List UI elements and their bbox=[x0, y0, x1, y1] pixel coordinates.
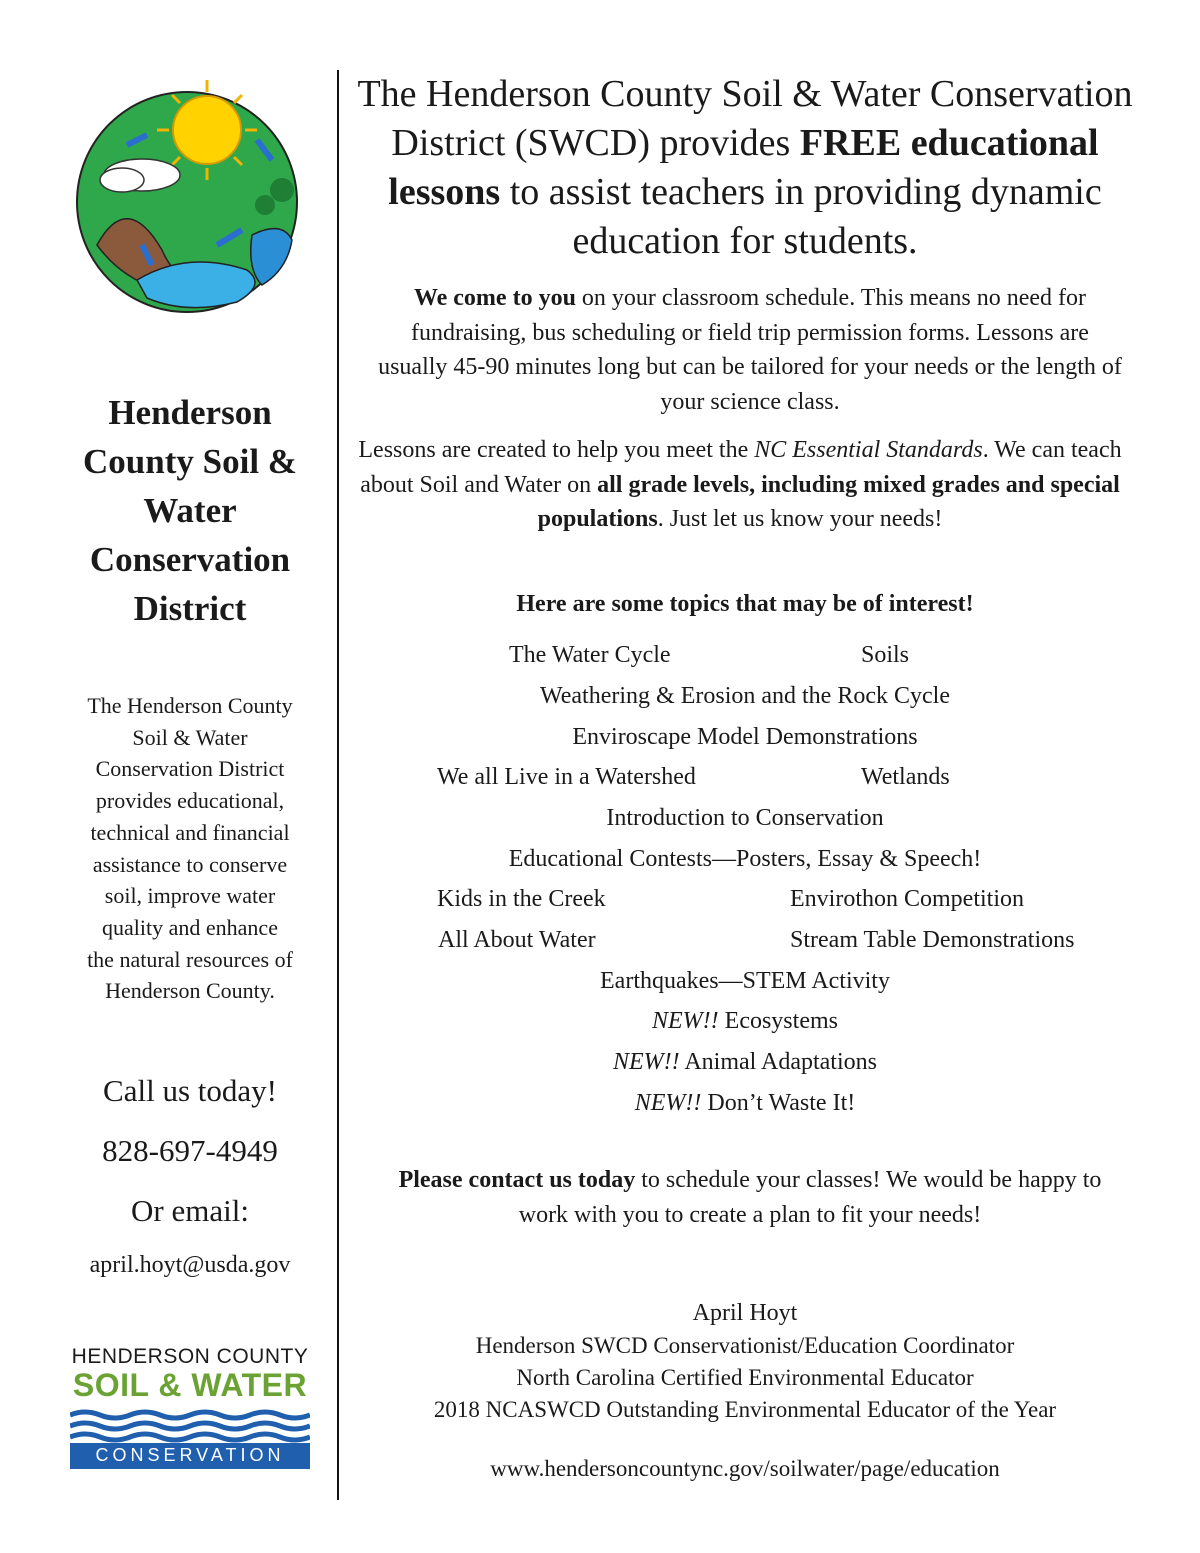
topic-all-water: All About Water bbox=[438, 927, 596, 953]
new-label: NEW!! bbox=[613, 1049, 680, 1075]
logo-conservation-text: CONSERVATION bbox=[95, 1445, 285, 1465]
we-come-bold: We come to you bbox=[413, 285, 576, 311]
email-label: Or email: bbox=[131, 1193, 249, 1228]
signature-award: 2018 NCASWCD Outstanding Environmental Educator of the Year bbox=[433, 1397, 1057, 1422]
district-name-line: Henderson bbox=[108, 393, 272, 432]
district-name-line: Water bbox=[143, 491, 237, 530]
topic-earthquakes: Earthquakes—STEM Activity bbox=[600, 968, 890, 994]
topic-adaptations bbox=[345, 1049, 1145, 1076]
email-address[interactable]: april.hoyt@usda.gov bbox=[89, 1252, 291, 1278]
contact-text: to schedule your classes! We would be happy to work with you to create a plan to fit your needs! bbox=[518, 1167, 1102, 1228]
phone-number[interactable]: 828-697-4949 bbox=[102, 1133, 278, 1168]
topic-creek: Kids in the Creek bbox=[437, 886, 606, 912]
description-line: technical and financial bbox=[90, 819, 290, 845]
topic-ecosystems bbox=[345, 1008, 1145, 1035]
standards-text-3: . Just let us know your needs! bbox=[657, 506, 943, 532]
topic-envirothon: Envirothon Competition bbox=[790, 886, 1024, 912]
district-name-line: County Soil & bbox=[83, 442, 297, 481]
topic-watershed: We all Live in a Watershed bbox=[437, 764, 696, 790]
new-label: NEW!! bbox=[634, 1090, 702, 1116]
swcd-logo bbox=[70, 1345, 310, 1470]
column-divider bbox=[337, 70, 339, 1500]
topic-stream-table: Stream Table Demonstrations bbox=[790, 927, 1075, 953]
topic-wetlands: Wetlands bbox=[861, 764, 950, 790]
description-line: assistance to conserve bbox=[92, 851, 288, 877]
new-label: NEW!! bbox=[652, 1008, 719, 1034]
district-name-line: Conservation bbox=[89, 540, 291, 579]
water-cycle-globe-icon bbox=[67, 70, 307, 320]
description-line: Henderson County. bbox=[105, 978, 275, 1004]
description-line: Soil & Water bbox=[132, 724, 248, 750]
sidebar bbox=[55, 70, 325, 1500]
district-description bbox=[55, 690, 325, 1007]
description-line: provides educational, bbox=[95, 788, 285, 814]
topic-water-cycle: The Water Cycle bbox=[509, 642, 671, 668]
description-line: The Henderson County bbox=[87, 693, 293, 718]
website-link[interactable]: www.hendersoncountync.gov/soilwater/page/education bbox=[490, 1456, 1000, 1481]
topic-soils: Soils bbox=[861, 642, 910, 668]
topic-waste bbox=[345, 1090, 1145, 1117]
logo-soil-water-text: SOIL & WATER bbox=[72, 1367, 308, 1403]
water-waves-icon bbox=[70, 1407, 310, 1443]
standards-text-2: . We can teach about Soil and Water on bbox=[360, 437, 1122, 498]
description-line: Conservation District bbox=[95, 756, 285, 782]
signature-title: Henderson SWCD Conservationist/Education Coordinator bbox=[475, 1333, 1015, 1358]
we-come-paragraph bbox=[375, 281, 1125, 419]
signature-name: April Hoyt bbox=[692, 1300, 798, 1326]
we-come-text: on your classroom schedule. This means no need for fundraising, bus scheduling or field trip permission forms. Lessons are usually 45-90 minutes long but can be tailored for your needs or the length of your science class. bbox=[378, 285, 1122, 415]
topic-ecosystems-label: Ecosystems bbox=[718, 1008, 838, 1034]
contact-bold: Please contact us today bbox=[398, 1167, 636, 1193]
topic-contests: Educational Contests—Posters, Essay & Speech! bbox=[508, 846, 982, 872]
headline-text: The Henderson County Soil & Water Conservation District (SWCD) provides bbox=[357, 73, 1133, 164]
logo-county-text: HENDERSON COUNTY bbox=[71, 1345, 309, 1368]
district-name-heading bbox=[55, 388, 325, 633]
standards-bold: all grade levels, including mixed grades and special populations bbox=[537, 471, 1120, 532]
topic-intro-conservation: Introduction to Conservation bbox=[606, 805, 884, 831]
headline-text-end: to assist teachers in providing dynamic education for students. bbox=[500, 171, 1102, 262]
topic-weathering: Weathering & Erosion and the Rock Cycle bbox=[540, 683, 950, 709]
topic-enviroscape: Enviroscape Model Demonstrations bbox=[572, 724, 918, 750]
description-line: soil, improve water bbox=[104, 883, 276, 909]
topic-adaptations-label: Animal Adaptations bbox=[679, 1049, 877, 1075]
topic-waste-label: Don’t Waste It! bbox=[701, 1090, 856, 1116]
signature-certification: North Carolina Certified Environmental Educator bbox=[516, 1365, 974, 1390]
district-name-line: District bbox=[133, 589, 247, 628]
headline-bold: FREE educational lessons bbox=[388, 122, 1099, 213]
standards-paragraph bbox=[345, 433, 1135, 537]
description-line: the natural resources of bbox=[87, 946, 293, 972]
contact-paragraph bbox=[385, 1163, 1115, 1232]
standards-italic: NC Essential Standards bbox=[754, 437, 983, 463]
topics-title: Here are some topics that may be of interest! bbox=[516, 591, 974, 617]
headline bbox=[345, 70, 1145, 266]
description-line: quality and enhance bbox=[102, 914, 278, 940]
call-label: Call us today! bbox=[103, 1073, 277, 1108]
standards-text: Lessons are created to help you meet the bbox=[358, 437, 755, 463]
